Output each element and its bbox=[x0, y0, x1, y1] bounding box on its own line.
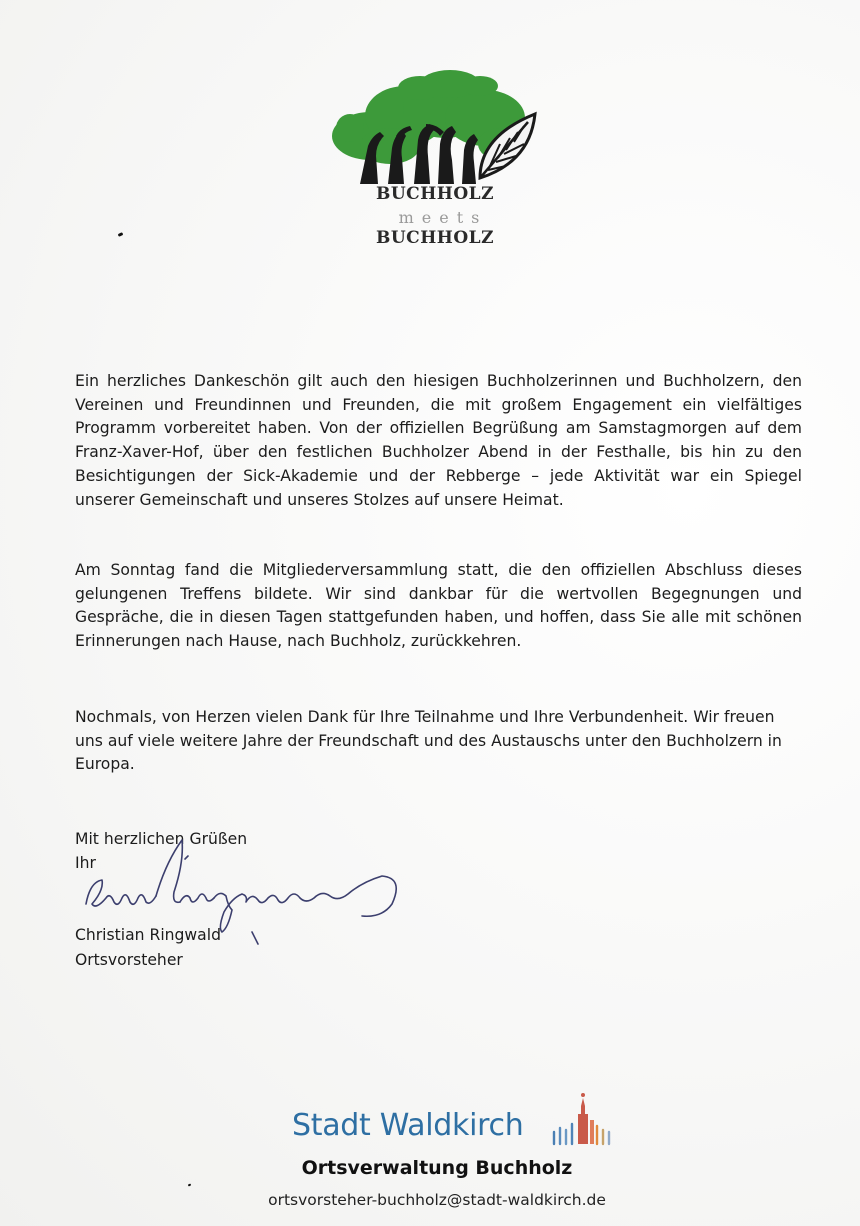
paper-speck bbox=[188, 1183, 192, 1186]
paragraph-thanks: Ein herzliches Dankeschön gilt auch den hiesigen Buchholzerinnen und Buchholzern, den Vereinen und Freundinnen und Freunden, die mit großem Engagement ein vielfältiges Programm vorbereitet haben. Von der offiziellen Begrüßung am Samstagmorgen auf dem Franz-Xaver-Hof, über den festlichen Buchholzer Abend in der Festhalle, bis hin zu den Besichtigungen der Sick-Akademie und der Rebberge – jede Aktivität war ein Spiegel unserer Gemeinschaft und unseres Stolzes auf unsere Heimat. bbox=[75, 372, 802, 509]
footer-email: ortsvorsteher-buchholz@stadt-waldkirch.de bbox=[268, 1191, 606, 1209]
paper-speck bbox=[118, 232, 124, 237]
paragraph-sunday-meeting: Am Sonntag fand die Mitgliederversammlung statt, die den offiziellen Abschluss dieses gelungenen Treffens bildete. Wir sind dankbar für die wertvollen Begegnungen und Gespräche, die in diesen Tagen stattgefunden haben, und hoffen, dass Sie alle mit schönen Erinnerungen nach Hause, nach Buchholz, zurückkehren. bbox=[75, 561, 802, 651]
buchholz-meets-buchholz-logo bbox=[330, 66, 540, 258]
signer-block bbox=[75, 923, 221, 972]
footer-brand-name: Stadt Waldkirch bbox=[292, 1108, 524, 1143]
logo-line-2: meets bbox=[398, 208, 488, 227]
signer-role: Ortsvorsteher bbox=[75, 950, 183, 969]
logo-line-1: BUCHHOLZ bbox=[375, 184, 495, 204]
logo-line-3: BUCHHOLZ bbox=[375, 228, 495, 248]
footer-office-name: Ortsverwaltung Buchholz bbox=[301, 1157, 573, 1179]
greeting-line: Mit herzlichen Grüßen bbox=[75, 830, 248, 848]
signer-name: Christian Ringwald bbox=[75, 926, 221, 944]
pronoun-line: Ihr bbox=[75, 854, 96, 872]
waldkirch-skyline-icon bbox=[550, 1090, 616, 1148]
paragraph-closing-thanks: Nochmals, von Herzen vielen Dank für Ihre Teilnahme und Ihre Verbundenheit. Wir freuen uns auf viele weitere Jahre der Freundschaft und des Austauschs unter den Buchholzern in Europa. bbox=[75, 708, 782, 774]
trees-logo-icon bbox=[330, 66, 540, 186]
